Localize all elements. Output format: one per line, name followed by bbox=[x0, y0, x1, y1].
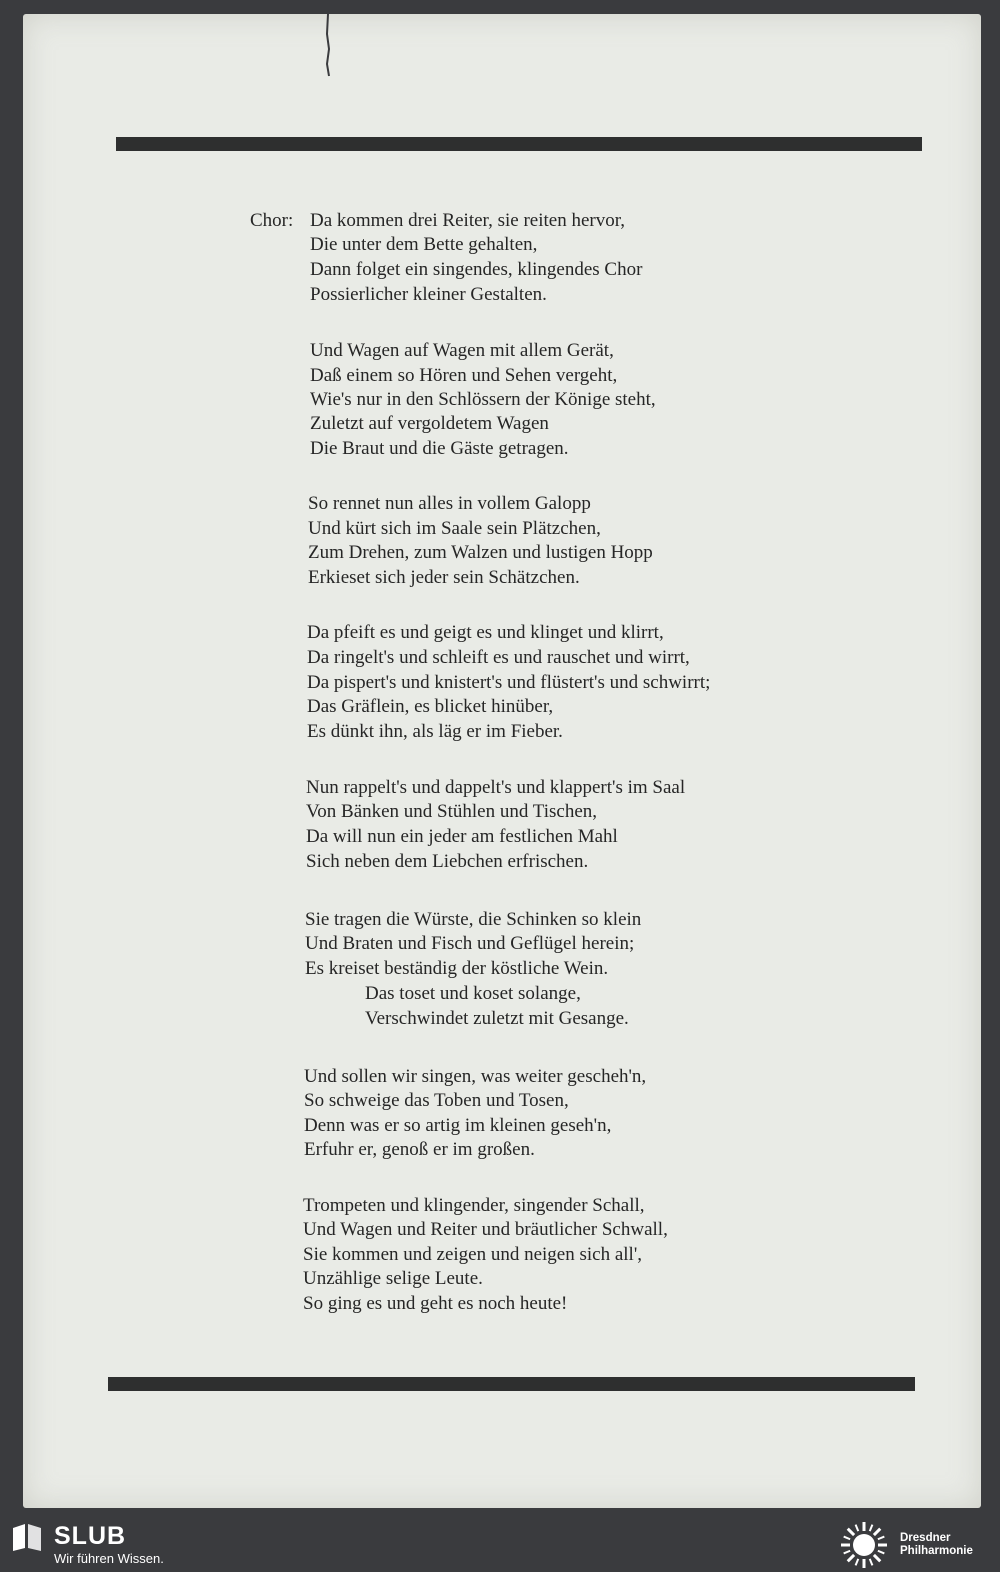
poem-line: So ging es und geht es noch heute! bbox=[303, 1293, 568, 1314]
slub-book-icon[interactable] bbox=[10, 1522, 44, 1552]
philharmonie-sun-icon[interactable] bbox=[838, 1520, 890, 1570]
poem-line: Die Braut und die Gäste getragen. bbox=[310, 438, 569, 459]
poem-line: Denn was er so artig im kleinen geseh'n, bbox=[304, 1115, 612, 1136]
poem-line: Unzählige selige Leute. bbox=[303, 1268, 483, 1289]
poem-line: Zuletzt auf vergoldetem Wagen bbox=[310, 413, 549, 434]
poem-line: Und sollen wir singen, was weiter gescheh'n, bbox=[304, 1066, 647, 1087]
poem-line: Trompeten und klingender, singender Schall, bbox=[303, 1195, 645, 1216]
poem-line: Und Wagen und Reiter und bräutlicher Schwall, bbox=[303, 1219, 668, 1240]
poem-line: So schweige das Toben und Tosen, bbox=[304, 1090, 569, 1111]
philharmonie-logo-text[interactable] bbox=[900, 1532, 973, 1558]
poem-line: Es dünkt ihn, als läg er im Fieber. bbox=[307, 721, 563, 742]
philharmonie-line-1: Dresdner bbox=[900, 1532, 951, 1544]
poem-line: Von Bänken und Stühlen und Tischen, bbox=[306, 801, 598, 822]
poem-line: Erkieset sich jeder sein Schätzchen. bbox=[308, 567, 580, 588]
poem-line: Daß einem so Hören und Sehen vergeht, bbox=[310, 365, 618, 386]
poem-line: Sich neben dem Liebchen erfrischen. bbox=[306, 851, 589, 872]
bottom-divider-bar bbox=[108, 1377, 915, 1391]
poem-line: Sie tragen die Würste, die Schinken so klein bbox=[305, 909, 642, 930]
poem-line: So rennet nun alles in vollem Galopp bbox=[308, 493, 591, 514]
poem-line: Wie's nur in den Schlössern der Könige steht, bbox=[310, 389, 656, 410]
poem-line: Da kommen drei Reiter, sie reiten hervor, bbox=[310, 210, 626, 231]
poem-line: Das toset und koset solange, bbox=[365, 983, 581, 1004]
poem-line: Sie kommen und zeigen und neigen sich all', bbox=[303, 1244, 643, 1265]
poem-line: Es kreiset beständig der köstliche Wein. bbox=[305, 958, 609, 979]
poem-line: Da pfeift es und geigt es und klinget und klirrt, bbox=[307, 622, 664, 643]
poem-line: Verschwindet zuletzt mit Gesange. bbox=[365, 1008, 629, 1029]
poem-line: Und Braten und Fisch und Geflügel herein; bbox=[305, 933, 635, 954]
poem-line: Zum Drehen, zum Walzen und lustigen Hopp bbox=[308, 542, 653, 563]
poem-line: Da will nun ein jeder am festlichen Mahl bbox=[306, 826, 618, 847]
poem-line: Und kürt sich im Saale sein Plätzchen, bbox=[308, 518, 601, 539]
slub-logo-text[interactable]: SLUB bbox=[54, 1522, 127, 1550]
poem-line: Possierlicher kleiner Gestalten. bbox=[310, 284, 547, 305]
poem-line: Erfuhr er, genoß er im großen. bbox=[304, 1139, 535, 1160]
poem-line: Das Gräflein, es blicket hinüber, bbox=[307, 696, 554, 717]
speaker-label: Chor: bbox=[250, 210, 294, 231]
poem-line: Da pispert's und knistert's und flüstert's und schwirrt; bbox=[307, 672, 711, 693]
philharmonie-line-2: Philharmonie bbox=[900, 1545, 973, 1557]
poem-line: Und Wagen auf Wagen mit allem Gerät, bbox=[310, 340, 614, 361]
poem-line: Nun rappelt's und dappelt's und klappert's im Saal bbox=[306, 777, 686, 798]
poem-line: Die unter dem Bette gehalten, bbox=[310, 234, 538, 255]
slub-tagline: Wir führen Wissen. bbox=[54, 1551, 164, 1566]
poem-line: Dann folget ein singendes, klingendes Chor bbox=[310, 259, 643, 280]
poem-line: Da ringelt's und schleift es und rauschet und wirrt, bbox=[307, 647, 690, 668]
